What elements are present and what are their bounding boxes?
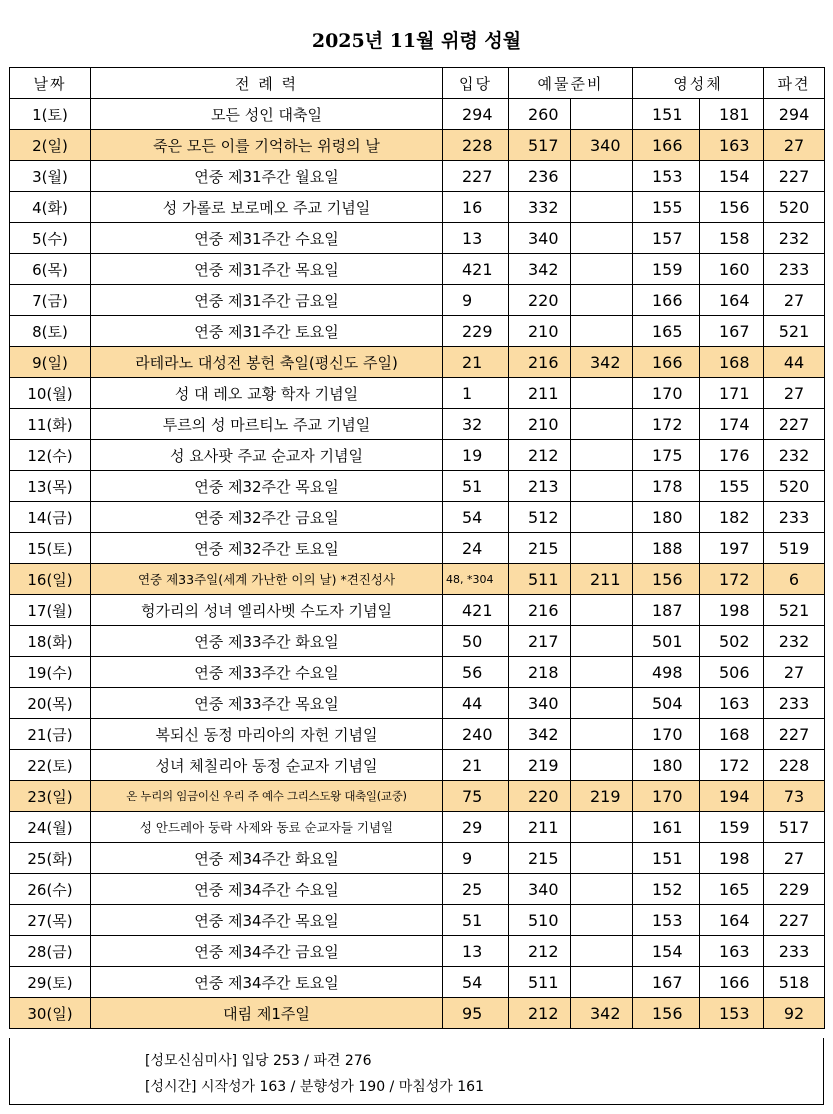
cell-date: 4(화) — [10, 192, 91, 223]
cell-ipdang: 54 — [443, 967, 509, 998]
cell-date: 28(금) — [10, 936, 91, 967]
cell-communion-1: 175 — [633, 440, 700, 471]
cell-date: 14(금) — [10, 502, 91, 533]
cell-offertory-2 — [571, 905, 633, 936]
cell-liturgy: 성 요사팟 주교 순교자 기념일 — [91, 440, 443, 471]
cell-communion-1: 180 — [633, 502, 700, 533]
cell-offertory-1: 511 — [509, 564, 571, 595]
cell-communion-1: 159 — [633, 254, 700, 285]
cell-ipdang: 21 — [443, 347, 509, 378]
cell-offertory-1: 342 — [509, 254, 571, 285]
cell-dismissal: 227 — [764, 161, 825, 192]
cell-date: 11(화) — [10, 409, 91, 440]
cell-communion-2: 167 — [700, 316, 764, 347]
cell-offertory-2 — [571, 750, 633, 781]
cell-offertory-2 — [571, 936, 633, 967]
cell-ipdang: 25 — [443, 874, 509, 905]
cell-ipdang: 24 — [443, 533, 509, 564]
cell-offertory-1: 220 — [509, 781, 571, 812]
cell-communion-2: 164 — [700, 285, 764, 316]
cell-communion-2: 194 — [700, 781, 764, 812]
cell-offertory-2: 340 — [571, 130, 633, 161]
cell-offertory-2 — [571, 719, 633, 750]
hymn-schedule-table — [9, 67, 825, 1029]
cell-liturgy: 연중 제34주간 토요일 — [91, 967, 443, 998]
cell-communion-1: 155 — [633, 192, 700, 223]
cell-offertory-2 — [571, 223, 633, 254]
cell-communion-1: 188 — [633, 533, 700, 564]
cell-communion-2: 506 — [700, 657, 764, 688]
cell-liturgy: 연중 제31주간 금요일 — [91, 285, 443, 316]
cell-offertory-2 — [571, 99, 633, 130]
cell-communion-2: 159 — [700, 812, 764, 843]
cell-date: 24(월) — [10, 812, 91, 843]
cell-liturgy: 연중 제34주간 화요일 — [91, 843, 443, 874]
cell-communion-1: 501 — [633, 626, 700, 657]
header-offertory: 예물준비 — [509, 68, 633, 99]
cell-date: 5(수) — [10, 223, 91, 254]
cell-ipdang: 50 — [443, 626, 509, 657]
table-body — [10, 99, 825, 1029]
cell-ipdang: 16 — [443, 192, 509, 223]
cell-dismissal: 517 — [764, 812, 825, 843]
cell-communion-1: 170 — [633, 719, 700, 750]
cell-ipdang: 421 — [443, 595, 509, 626]
cell-ipdang: 48, *304 — [443, 564, 509, 595]
header-ipdang: 입당 — [443, 68, 509, 99]
header-communion: 영성체 — [633, 68, 764, 99]
cell-offertory-1: 332 — [509, 192, 571, 223]
cell-communion-2: 154 — [700, 161, 764, 192]
cell-communion-2: 172 — [700, 564, 764, 595]
cell-liturgy: 연중 제32주간 토요일 — [91, 533, 443, 564]
cell-offertory-1: 236 — [509, 161, 571, 192]
cell-offertory-2 — [571, 626, 633, 657]
cell-offertory-2 — [571, 688, 633, 719]
cell-ipdang: 294 — [443, 99, 509, 130]
cell-ipdang: 21 — [443, 750, 509, 781]
cell-communion-2: 156 — [700, 192, 764, 223]
cell-liturgy: 모든 성인 대축일 — [91, 99, 443, 130]
cell-liturgy: 연중 제32주간 목요일 — [91, 471, 443, 502]
cell-offertory-2 — [571, 254, 633, 285]
cell-dismissal: 27 — [764, 657, 825, 688]
cell-offertory-1: 215 — [509, 843, 571, 874]
cell-offertory-1: 212 — [509, 998, 571, 1029]
cell-ipdang: 51 — [443, 471, 509, 502]
table-row — [10, 316, 825, 347]
cell-liturgy: 연중 제31주간 토요일 — [91, 316, 443, 347]
cell-dismissal: 92 — [764, 998, 825, 1029]
table-row — [10, 192, 825, 223]
cell-offertory-1: 340 — [509, 223, 571, 254]
cell-date: 9(일) — [10, 347, 91, 378]
cell-offertory-2: 219 — [571, 781, 633, 812]
table-row — [10, 471, 825, 502]
cell-date: 23(일) — [10, 781, 91, 812]
cell-offertory-2 — [571, 161, 633, 192]
table-row — [10, 750, 825, 781]
table-row — [10, 409, 825, 440]
cell-communion-2: 166 — [700, 967, 764, 998]
cell-dismissal: 44 — [764, 347, 825, 378]
cell-ipdang: 75 — [443, 781, 509, 812]
footer-line-holy-hour: [성시간] 시작성가 163 / 분향성가 190 / 마침성가 161 — [145, 1079, 484, 1095]
table-row — [10, 812, 825, 843]
cell-offertory-1: 511 — [509, 967, 571, 998]
cell-ipdang: 240 — [443, 719, 509, 750]
cell-dismissal: 233 — [764, 688, 825, 719]
cell-offertory-1: 342 — [509, 719, 571, 750]
cell-date: 20(목) — [10, 688, 91, 719]
table-row — [10, 874, 825, 905]
cell-dismissal: 233 — [764, 254, 825, 285]
cell-date: 21(금) — [10, 719, 91, 750]
cell-liturgy: 라테라노 대성전 봉헌 축일(평신도 주일) — [91, 347, 443, 378]
cell-communion-2: 155 — [700, 471, 764, 502]
cell-communion-2: 168 — [700, 719, 764, 750]
cell-offertory-1: 211 — [509, 378, 571, 409]
page-title: 2025년 11월 위령 성월 — [311, 30, 522, 52]
cell-communion-1: 187 — [633, 595, 700, 626]
cell-communion-1: 153 — [633, 905, 700, 936]
cell-liturgy: 성녀 체칠리아 동정 순교자 기념일 — [91, 750, 443, 781]
cell-ipdang: 13 — [443, 936, 509, 967]
cell-offertory-2 — [571, 471, 633, 502]
cell-communion-1: 172 — [633, 409, 700, 440]
cell-liturgy: 온 누리의 임금이신 우리 주 예수 그리스도왕 대축일(교중) — [91, 781, 443, 812]
cell-communion-2: 181 — [700, 99, 764, 130]
cell-date: 26(수) — [10, 874, 91, 905]
cell-dismissal: 6 — [764, 564, 825, 595]
cell-date: 8(토) — [10, 316, 91, 347]
cell-offertory-1: 216 — [509, 347, 571, 378]
cell-liturgy: 성 가롤로 보로메오 주교 기념일 — [91, 192, 443, 223]
cell-ipdang: 228 — [443, 130, 509, 161]
cell-ipdang: 1 — [443, 378, 509, 409]
header-dismissal: 파견 — [764, 68, 825, 99]
cell-communion-1: 180 — [633, 750, 700, 781]
cell-communion-1: 151 — [633, 843, 700, 874]
cell-communion-1: 167 — [633, 967, 700, 998]
table-row — [10, 285, 825, 316]
table-row — [10, 564, 825, 595]
cell-offertory-2 — [571, 874, 633, 905]
header-liturgy: 전 례 력 — [91, 68, 443, 99]
cell-liturgy: 연중 제33주간 수요일 — [91, 657, 443, 688]
cell-liturgy: 복되신 동정 마리아의 자헌 기념일 — [91, 719, 443, 750]
cell-ipdang: 9 — [443, 843, 509, 874]
cell-dismissal: 27 — [764, 130, 825, 161]
cell-dismissal: 227 — [764, 409, 825, 440]
cell-offertory-1: 218 — [509, 657, 571, 688]
cell-date: 7(금) — [10, 285, 91, 316]
cell-offertory-1: 219 — [509, 750, 571, 781]
table-row — [10, 595, 825, 626]
cell-offertory-2 — [571, 595, 633, 626]
cell-communion-2: 182 — [700, 502, 764, 533]
cell-liturgy: 대림 제1주일 — [91, 998, 443, 1029]
table-row — [10, 905, 825, 936]
table-row — [10, 378, 825, 409]
footer-line-marian-mass: [성모신심미사] 입당 253 / 파견 276 — [145, 1053, 372, 1069]
cell-communion-2: 198 — [700, 595, 764, 626]
table-row — [10, 223, 825, 254]
cell-offertory-1: 210 — [509, 409, 571, 440]
cell-offertory-2: 211 — [571, 564, 633, 595]
cell-dismissal: 227 — [764, 905, 825, 936]
cell-offertory-1: 512 — [509, 502, 571, 533]
cell-communion-1: 157 — [633, 223, 700, 254]
cell-communion-2: 171 — [700, 378, 764, 409]
cell-offertory-1: 217 — [509, 626, 571, 657]
cell-date: 1(토) — [10, 99, 91, 130]
cell-communion-2: 163 — [700, 688, 764, 719]
cell-date: 22(토) — [10, 750, 91, 781]
table-row — [10, 967, 825, 998]
cell-offertory-2 — [571, 967, 633, 998]
cell-offertory-2 — [571, 657, 633, 688]
cell-date: 29(토) — [10, 967, 91, 998]
table-row — [10, 626, 825, 657]
cell-offertory-2 — [571, 409, 633, 440]
cell-dismissal: 27 — [764, 285, 825, 316]
cell-dismissal: 520 — [764, 471, 825, 502]
cell-communion-2: 160 — [700, 254, 764, 285]
cell-offertory-1: 212 — [509, 936, 571, 967]
table-row — [10, 688, 825, 719]
cell-dismissal: 233 — [764, 936, 825, 967]
table-row — [10, 843, 825, 874]
cell-dismissal: 518 — [764, 967, 825, 998]
cell-communion-1: 165 — [633, 316, 700, 347]
cell-liturgy: 연중 제33주간 목요일 — [91, 688, 443, 719]
cell-offertory-1: 220 — [509, 285, 571, 316]
cell-dismissal: 521 — [764, 595, 825, 626]
table-row — [10, 161, 825, 192]
table-row — [10, 347, 825, 378]
footer-notes — [9, 1038, 824, 1105]
cell-communion-2: 165 — [700, 874, 764, 905]
cell-communion-1: 153 — [633, 161, 700, 192]
cell-date: 18(화) — [10, 626, 91, 657]
table-row — [10, 657, 825, 688]
cell-offertory-2 — [571, 192, 633, 223]
cell-communion-1: 154 — [633, 936, 700, 967]
cell-ipdang: 54 — [443, 502, 509, 533]
table-row — [10, 254, 825, 285]
table-row — [10, 998, 825, 1029]
cell-communion-2: 163 — [700, 130, 764, 161]
cell-ipdang: 95 — [443, 998, 509, 1029]
cell-date: 12(수) — [10, 440, 91, 471]
cell-communion-1: 156 — [633, 564, 700, 595]
table-row — [10, 533, 825, 564]
cell-communion-1: 156 — [633, 998, 700, 1029]
cell-dismissal: 521 — [764, 316, 825, 347]
cell-communion-2: 502 — [700, 626, 764, 657]
cell-liturgy: 연중 제34주간 금요일 — [91, 936, 443, 967]
cell-date: 13(목) — [10, 471, 91, 502]
cell-offertory-2 — [571, 843, 633, 874]
cell-liturgy: 성 안드레아 둥락 사제와 동료 순교자들 기념일 — [91, 812, 443, 843]
cell-liturgy: 연중 제31주간 목요일 — [91, 254, 443, 285]
cell-offertory-2 — [571, 502, 633, 533]
cell-date: 25(화) — [10, 843, 91, 874]
cell-date: 6(목) — [10, 254, 91, 285]
cell-dismissal: 227 — [764, 719, 825, 750]
cell-offertory-2 — [571, 812, 633, 843]
cell-communion-2: 172 — [700, 750, 764, 781]
cell-ipdang: 44 — [443, 688, 509, 719]
cell-ipdang: 13 — [443, 223, 509, 254]
cell-liturgy: 투르의 성 마르티노 주교 기념일 — [91, 409, 443, 440]
cell-dismissal: 73 — [764, 781, 825, 812]
cell-offertory-2 — [571, 440, 633, 471]
cell-offertory-2 — [571, 285, 633, 316]
cell-liturgy: 연중 제34주간 수요일 — [91, 874, 443, 905]
cell-ipdang: 19 — [443, 440, 509, 471]
cell-dismissal: 519 — [764, 533, 825, 564]
cell-communion-1: 170 — [633, 781, 700, 812]
cell-communion-2: 198 — [700, 843, 764, 874]
cell-offertory-1: 340 — [509, 688, 571, 719]
cell-date: 19(수) — [10, 657, 91, 688]
cell-communion-2: 176 — [700, 440, 764, 471]
table-row — [10, 130, 825, 161]
cell-offertory-1: 340 — [509, 874, 571, 905]
cell-ipdang: 227 — [443, 161, 509, 192]
cell-communion-2: 168 — [700, 347, 764, 378]
cell-offertory-2: 342 — [571, 347, 633, 378]
table-row — [10, 781, 825, 812]
table-row — [10, 502, 825, 533]
cell-ipdang: 421 — [443, 254, 509, 285]
cell-dismissal: 228 — [764, 750, 825, 781]
cell-dismissal: 232 — [764, 440, 825, 471]
cell-date: 2(일) — [10, 130, 91, 161]
cell-communion-1: 504 — [633, 688, 700, 719]
cell-offertory-1: 260 — [509, 99, 571, 130]
cell-liturgy: 연중 제33주간 화요일 — [91, 626, 443, 657]
cell-date: 10(월) — [10, 378, 91, 409]
cell-communion-1: 170 — [633, 378, 700, 409]
cell-offertory-1: 210 — [509, 316, 571, 347]
cell-ipdang: 32 — [443, 409, 509, 440]
cell-communion-2: 174 — [700, 409, 764, 440]
cell-ipdang: 29 — [443, 812, 509, 843]
cell-offertory-1: 215 — [509, 533, 571, 564]
cell-communion-2: 153 — [700, 998, 764, 1029]
cell-date: 17(월) — [10, 595, 91, 626]
table-row — [10, 440, 825, 471]
cell-communion-1: 166 — [633, 347, 700, 378]
cell-date: 27(목) — [10, 905, 91, 936]
cell-dismissal: 27 — [764, 378, 825, 409]
cell-communion-1: 166 — [633, 285, 700, 316]
cell-dismissal: 232 — [764, 626, 825, 657]
cell-communion-1: 498 — [633, 657, 700, 688]
cell-communion-1: 152 — [633, 874, 700, 905]
cell-communion-1: 178 — [633, 471, 700, 502]
cell-offertory-2 — [571, 316, 633, 347]
table-row — [10, 936, 825, 967]
cell-communion-1: 151 — [633, 99, 700, 130]
cell-liturgy: 연중 제31주간 월요일 — [91, 161, 443, 192]
cell-dismissal: 27 — [764, 843, 825, 874]
cell-liturgy: 죽은 모든 이를 기억하는 위령의 날 — [91, 130, 443, 161]
cell-offertory-2 — [571, 533, 633, 564]
cell-dismissal: 233 — [764, 502, 825, 533]
cell-dismissal: 232 — [764, 223, 825, 254]
cell-offertory-2 — [571, 378, 633, 409]
cell-liturgy: 헝가리의 성녀 엘리사벳 수도자 기념일 — [91, 595, 443, 626]
cell-ipdang: 56 — [443, 657, 509, 688]
cell-ipdang: 229 — [443, 316, 509, 347]
cell-offertory-2: 342 — [571, 998, 633, 1029]
cell-dismissal: 520 — [764, 192, 825, 223]
cell-communion-2: 163 — [700, 936, 764, 967]
cell-communion-2: 164 — [700, 905, 764, 936]
cell-liturgy: 연중 제34주간 목요일 — [91, 905, 443, 936]
cell-liturgy: 연중 제33주일(세계 가난한 이의 날) *견진성사 — [91, 564, 443, 595]
table-row — [10, 719, 825, 750]
cell-date: 15(토) — [10, 533, 91, 564]
cell-offertory-1: 510 — [509, 905, 571, 936]
cell-ipdang: 51 — [443, 905, 509, 936]
cell-date: 3(월) — [10, 161, 91, 192]
cell-date: 30(일) — [10, 998, 91, 1029]
cell-communion-1: 166 — [633, 130, 700, 161]
table-header-row — [10, 68, 825, 99]
cell-liturgy: 성 대 레오 교황 학자 기념일 — [91, 378, 443, 409]
cell-date: 16(일) — [10, 564, 91, 595]
cell-dismissal: 294 — [764, 99, 825, 130]
header-date: 날짜 — [10, 68, 91, 99]
cell-communion-2: 197 — [700, 533, 764, 564]
cell-dismissal: 229 — [764, 874, 825, 905]
cell-offertory-1: 213 — [509, 471, 571, 502]
cell-offertory-1: 517 — [509, 130, 571, 161]
cell-offertory-1: 216 — [509, 595, 571, 626]
cell-communion-1: 161 — [633, 812, 700, 843]
cell-offertory-1: 211 — [509, 812, 571, 843]
cell-offertory-1: 212 — [509, 440, 571, 471]
table-row — [10, 99, 825, 130]
cell-liturgy: 연중 제31주간 수요일 — [91, 223, 443, 254]
cell-communion-2: 158 — [700, 223, 764, 254]
cell-ipdang: 9 — [443, 285, 509, 316]
cell-liturgy: 연중 제32주간 금요일 — [91, 502, 443, 533]
